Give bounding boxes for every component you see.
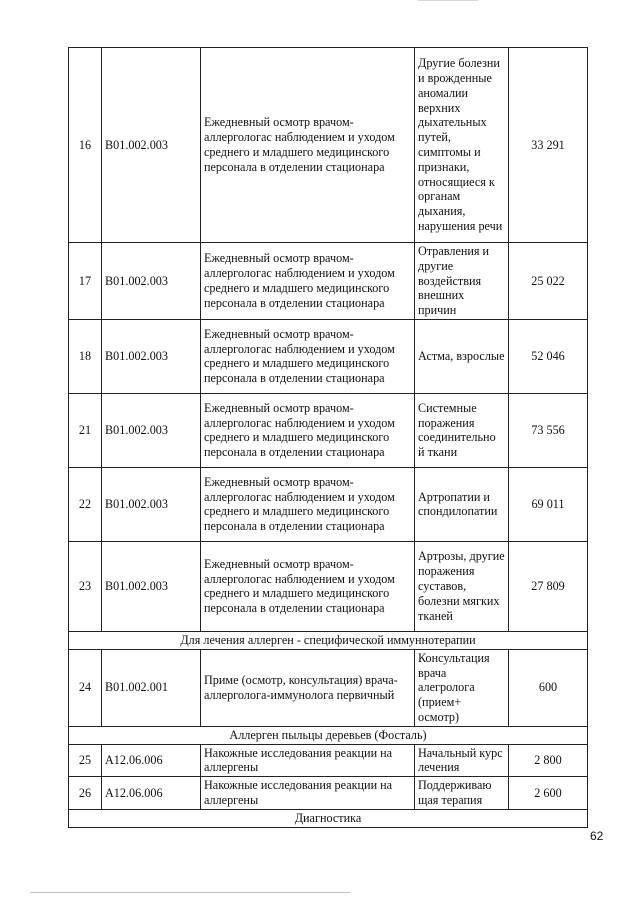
row-number: 24 bbox=[69, 649, 102, 726]
service-code: A12.06.006 bbox=[102, 744, 201, 777]
service-code: B01.002.003 bbox=[102, 243, 201, 320]
service-description: Накожные исследования реакции на аллергены bbox=[201, 777, 415, 810]
price: 27 809 bbox=[509, 541, 588, 631]
table-row bbox=[69, 319, 588, 393]
row-number: 25 bbox=[69, 744, 102, 777]
section-heading: Для лечения аллерген - специфической иммуннотерапии bbox=[69, 631, 588, 649]
scan-artifact-top bbox=[418, 0, 478, 4]
row-number: 16 bbox=[69, 48, 102, 243]
section-header-row bbox=[69, 631, 588, 649]
service-code: B01.002.003 bbox=[102, 541, 201, 631]
row-number: 18 bbox=[69, 319, 102, 393]
price: 69 011 bbox=[509, 467, 588, 541]
table-row bbox=[69, 744, 588, 777]
section-header-row bbox=[69, 726, 588, 744]
service-description: Ежедневный осмотр врачом-аллергологас наблюдением и уходом среднего и младшего медицинского персонала в отделении стационара bbox=[201, 541, 415, 631]
service-code: B01.002.003 bbox=[102, 393, 201, 467]
service-description: Ежедневный осмотр врачом-аллергологас наблюдением и уходом среднего и младшего медицинского персонала в отделении стационара bbox=[201, 319, 415, 393]
table-row bbox=[69, 467, 588, 541]
row-number: 17 bbox=[69, 243, 102, 320]
row-number: 26 bbox=[69, 777, 102, 810]
price: 25 022 bbox=[509, 243, 588, 320]
diagnosis-group: Артрозы, другие поражения суставов, болезни мягких тканей bbox=[415, 541, 509, 631]
diagnosis-group: Отравления и другие воздействия внешних причин bbox=[415, 243, 509, 320]
price: 73 556 bbox=[509, 393, 588, 467]
service-description: Ежедневный осмотр врачом-аллергологас наблюдением и уходом среднего и младшего медицинского персонала в отделении стационара bbox=[201, 393, 415, 467]
service-code: A12.06.006 bbox=[102, 777, 201, 810]
price: 600 bbox=[509, 649, 588, 726]
diagnosis-group: Поддерживаю щая терапия bbox=[415, 777, 509, 810]
diagnosis-group: Другие болезни и врожденные аномалии верхних дыхательных путей, симптомы и признаки, относящиеся к органам дыхания, нарушения речи bbox=[415, 48, 509, 243]
price: 33 291 bbox=[509, 48, 588, 243]
table-row bbox=[69, 48, 588, 243]
page-number: 62 bbox=[590, 829, 604, 843]
service-code: B01.002.003 bbox=[102, 48, 201, 243]
section-heading: Диагностика bbox=[69, 809, 588, 827]
service-code: B01.002.003 bbox=[102, 319, 201, 393]
table-row bbox=[69, 393, 588, 467]
service-description: Ежедневный осмотр врачом-аллергологас наблюдением и уходом среднего и младшего медицинского персонала в отделении стационара bbox=[201, 48, 415, 243]
service-description: Приме (осмотр, консультация) врача-аллерголога-иммунолога первичный bbox=[201, 649, 415, 726]
section-header-row bbox=[69, 809, 588, 827]
diagnosis-group: Артропатии и спондилопатии bbox=[415, 467, 509, 541]
service-description: Ежедневный осмотр врачом-аллергологас наблюдением и уходом среднего и младшего медицинского персонала в отделении стационара bbox=[201, 467, 415, 541]
row-number: 22 bbox=[69, 467, 102, 541]
service-code: B01.002.001 bbox=[102, 649, 201, 726]
diagnosis-group: Начальный курс лечения bbox=[415, 744, 509, 777]
price: 2 800 bbox=[509, 744, 588, 777]
service-code: B01.002.003 bbox=[102, 467, 201, 541]
scan-artifact-bottom bbox=[30, 892, 350, 895]
diagnosis-group: Астма, взрослые bbox=[415, 319, 509, 393]
section-heading: Аллерген пыльцы деревьев (Фосталь) bbox=[69, 726, 588, 744]
row-number: 23 bbox=[69, 541, 102, 631]
table-row bbox=[69, 777, 588, 810]
diagnosis-group: Консультация врача алегролога (прием+ осмотр) bbox=[415, 649, 509, 726]
diagnosis-group: Системные поражения соединительно й ткани bbox=[415, 393, 509, 467]
table-row bbox=[69, 649, 588, 726]
table-row bbox=[69, 243, 588, 320]
price: 52 046 bbox=[509, 319, 588, 393]
price: 2 600 bbox=[509, 777, 588, 810]
service-description: Накожные исследования реакции на аллергены bbox=[201, 744, 415, 777]
service-description: Ежедневный осмотр врачом-аллергологас наблюдением и уходом среднего и младшего медицинского персонала в отделении стационара bbox=[201, 243, 415, 320]
row-number: 21 bbox=[69, 393, 102, 467]
table-row bbox=[69, 541, 588, 631]
price-table bbox=[68, 47, 588, 828]
